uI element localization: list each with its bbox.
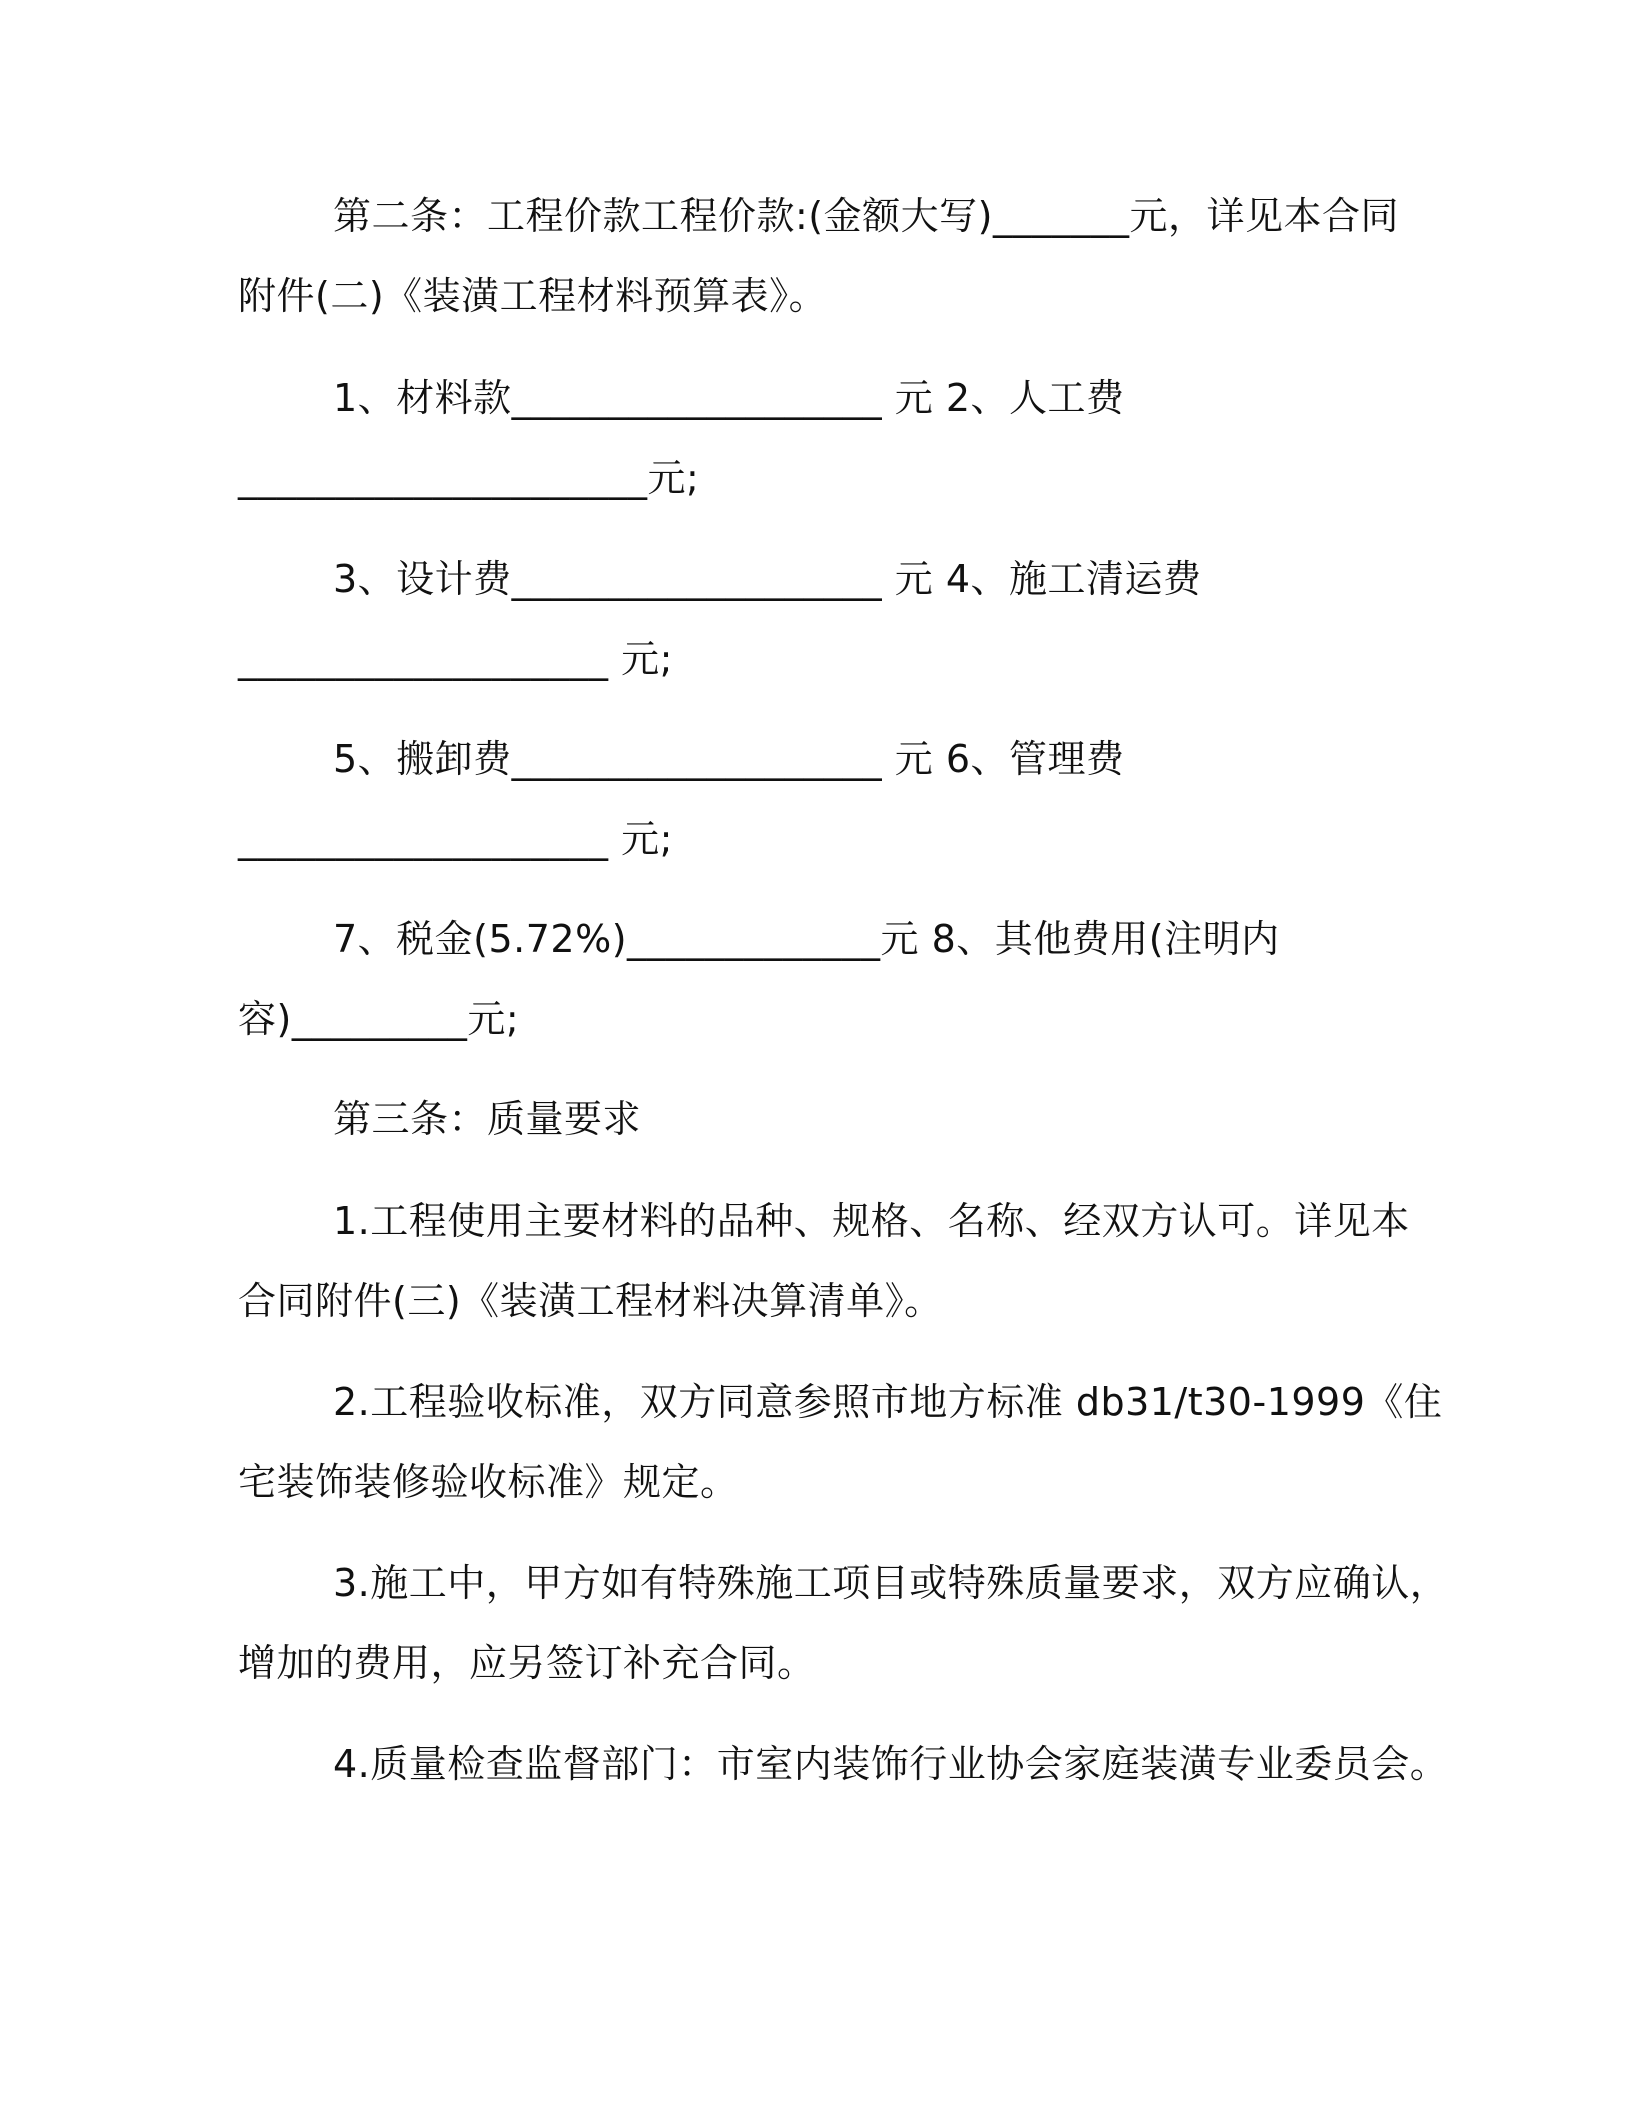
item-7-8-line: 7、税金(5.72%)_____________元 8、其他费用(注明内 (333, 917, 1280, 961)
item-8-continuation: 容)_________元; (238, 997, 520, 1041)
clause-1-continuation: 合同附件(三)《装潢工程材料决算清单》。 (238, 1279, 943, 1323)
clause-3-continuation: 增加的费用，应另签订补充合同。 (238, 1641, 816, 1685)
article-2-continuation: 附件(二)《装潢工程材料预算表》。 (238, 274, 828, 318)
article-2-heading-line: 第二条：工程价款工程价款:(金额大写)_______元，详见本合同 (333, 194, 1399, 238)
clause-2-line: 2.工程验收标准，双方同意参照市地方标准 db31/t30-1999《住 (333, 1380, 1443, 1424)
item-2-continuation: _____________________元; (238, 456, 700, 500)
clause-1-line: 1.工程使用主要材料的品种、规格、名称、经双方认可。详见本 (333, 1199, 1410, 1243)
clause-4-line: 4.质量检查监督部门：市室内装饰行业协会家庭装潢专业委员会。 (333, 1742, 1449, 1786)
clause-3-line: 3.施工中，甲方如有特殊施工项目或特殊质量要求，双方应确认， (333, 1561, 1449, 1605)
item-4-continuation: ___________________ 元; (238, 637, 673, 681)
clause-2-continuation: 宅装饰装修验收标准》规定。 (238, 1460, 739, 1504)
item-6-continuation: ___________________ 元; (238, 817, 673, 861)
item-3-4-line: 3、设计费___________________ 元 4、施工清运费 (333, 557, 1202, 601)
article-3-heading: 第三条：质量要求 (333, 1097, 642, 1141)
item-1-2-line: 1、材料款___________________ 元 2、人工费 (333, 376, 1125, 420)
item-5-6-line: 5、搬卸费___________________ 元 6、管理费 (333, 737, 1125, 781)
